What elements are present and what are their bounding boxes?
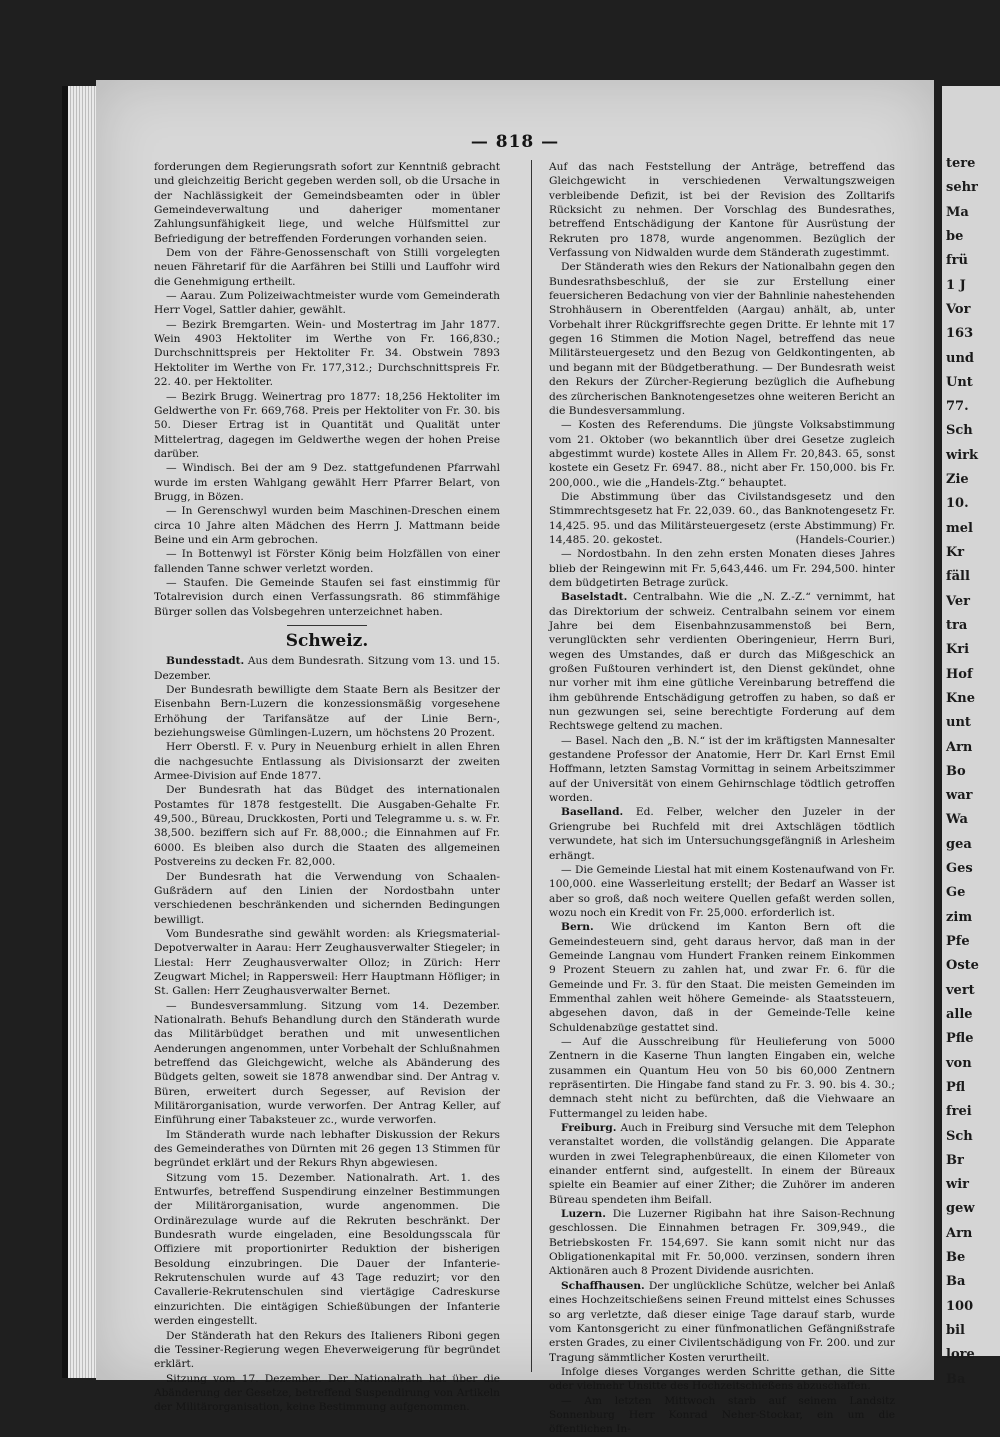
paragraph: — In Bottenwyl ist Förster König beim Holzfällen von einer fallenden Tanne schwer verletzt worden.: [154, 548, 500, 575]
adjacent-page-fragment: Sch: [946, 1128, 973, 1144]
adjacent-page-fragment: fäll: [946, 569, 970, 585]
adjacent-page-fragment: Kne: [946, 690, 976, 706]
adjacent-page-fragment: war: [946, 788, 973, 804]
paragraph: — Die Gemeinde Liestal hat mit einem Kostenaufwand von Fr. 100,000. eine Wasserleitung erstellt; der Bedarf an Wasser ist aber so groß, daß noch weitere Quellen gefaßt werden sollen, wozu noch ein Kredit von Fr. 25,000. erforderlich ist.: [549, 863, 895, 919]
paragraph-text: Centralbahn. Wie die „N. Z.-Z.“ vernimmt, hat das Direktorium der schweiz. Centralbahn seinem vor einem Jahre bei dem Eisenbahnzusammenstoß bei Bern, verunglückten sehr verdienten Oberingenieur, Herrn Buri, wegen des Umstandes, daß er durch das Mißgeschick an großen Fußtouren verhindert ist, den Dienst gekündet, ohne nur vorher mit ihm eine gütliche Vereinbarung betreffend die ihm gebührende Entschädigung getroffen zu haben, so daß er nun gezwungen sei, seine berechtigte Forderung auf dem Rechtswege geltend zu machen.: [549, 591, 895, 733]
paragraph: [549, 490, 895, 547]
dateline: Baselstadt.: [561, 591, 628, 604]
paragraph: — Bezirk Bremgarten. Wein- und Mostertrag im Jahr 1877. Wein 4903 Hektoliter im Werthe von Fr. 166,830.; Durchschnittspreis per Hektoliter Fr. 34. Obstwein 7893 Hektoliter im Werthe von Fr. 177,312.; Durchschnittspreis Fr. 22. 40. per Hektoliter.: [154, 318, 500, 389]
adjacent-page-fragment: Zie: [946, 472, 969, 488]
paragraph: Vom Bundesrathe sind gewählt worden: als Kriegsmaterial-Depotverwalter in Aarau: Herr Zeughausverwalter Stiegeler; in Liestal: Herr Zeughausverwalter Olloz; in Zürich: Herr Zeugwart Michel; in Rappersweil: Herr Hauptmann Höfliger; in St. Gallen: Herr Zeughausverwalter Bernet.: [154, 927, 500, 998]
adjacent-page-fragment: gew: [946, 1201, 975, 1217]
paragraph-text: Ed. Felber, welcher den Juzeler in der Griengrube bei Ruchfeld mit drei Axtschlägen tödtlich verwundete, hat sich im Untersuchungsgefängniß in Arlesheim erhängt.: [549, 806, 895, 862]
adjacent-page-fragment: vert: [946, 982, 975, 998]
paragraph: Der Ständerath wies den Rekurs der Nationalbahn gegen den Bundesrathsbeschluß, der sie zur Erstellung einer feuersicheren Bedachung von vier der Bahnlinie nahestehenden Strohhäusern in Oberentfelden (Aargau) anhält, ab, unter Vorbehalt ihrer Rückgriffsrechte gegen Dritte. Er lehnte mit 17 gegen 16 Stimmen die Motion Nagel, betreffend das neue Militärsteuergesetz und den Bezug von Geldkontingenten, ab und begann mit der Büdgetberathung. — Der Bundesrath weist den Rekurs der Zürcher-Regierung bezüglich die Aufhebung des zürcherischen Banknotengesetzes ohne weiteren Bericht an die Bundesversammlung.: [549, 261, 895, 417]
paragraph: Herr Oberstl. F. v. Pury in Neuenburg erhielt in allen Ehren die nachgesuchte Entlassung als Divisionsarzt der zweiten Armee-Division auf Ende 1877.: [154, 741, 500, 783]
column-divider: [531, 160, 532, 1372]
adjacent-page-fragment: Pfe: [946, 934, 970, 950]
dateline: Bern.: [561, 921, 594, 934]
adjacent-page-fragment: Ver: [946, 593, 971, 609]
adjacent-page-fragment: Pfl: [946, 1079, 966, 1095]
adjacent-page-fragment: Hof: [946, 666, 973, 682]
adjacent-page-fragment: Kr: [946, 545, 965, 561]
paragraph: forderungen dem Regierungsrath sofort zur Kenntniß gebracht und gleichzeitig Bericht gegeben werden soll, ob die Ursache in der Nachlässigkeit der Gemeindsbeamten oder in übler Gemeindeverwaltung und daheriger momentaner Zahlungsunfähigkeit liege, und welche Hülfsmittel zur Befriedigung der betreffenden Forderungen vorhanden seien.: [154, 161, 500, 245]
adjacent-page-edge: [942, 86, 1000, 1387]
adjacent-page-fragment: alle: [946, 1006, 973, 1022]
adjacent-page-fragment: 100: [946, 1298, 974, 1314]
paragraph: — In Gerenschwyl wurden beim Maschinen-Dreschen einem circa 10 Jahre alten Mädchen des Herrn J. Mattmann beide Beine und ein Arm gebrochen.: [154, 505, 500, 546]
adjacent-page-fragment: tra: [946, 617, 968, 633]
adjacent-page-fragment: mel: [946, 520, 973, 536]
adjacent-page-fragment: 163: [946, 326, 974, 342]
adjacent-page-fragment: und: [946, 350, 974, 366]
dateline: Baselland.: [561, 806, 624, 819]
paragraph: Sitzung vom 15. Dezember. Nationalrath. Art. 1. des Entwurfes, betreffend Suspendirung einzelner Bestimmungen der Militärorganisation, wurde angenommen. Die Ordinärezulage wurde auf die Rekruten beschränkt. Der Bundesrath wurde eingeladen, eine Besoldungsscala für Offiziere mit proportionirter Reduktion der bisherigen Besoldung einzubringen. Die Dauer der Infanterie-Rekrutenschulen wurde auf 43 Tage reduzirt; vor den Cavallerie-Rekrutenschulen sind viertägige Cadreskurse einzurichten. Die eintägigen Schießübungen der Infanterie werden eingestellt.: [154, 1171, 500, 1328]
paragraph: — Bezirk Brugg. Weinertrag pro 1877: 18,256 Hektoliter im Geldwerthe von Fr. 669,768. Preis per Hektoliter von Fr. 30. bis 50. Dieser Ertrag ist in Quantität und Qualität unter Mittelertrag, dagegen im Geldwerthe wegen der hohen Preise darüber.: [154, 390, 500, 460]
paragraph: Der Bundesrath bewilligte dem Staate Bern als Besitzer der Eisenbahn Bern-Luzern die konzessionsmäßig vorgesehene Erhöhung der Tarifansätze auf der Linie Bern-, beziehungsweise Gümlingen-Luzern, um höchstens 20 Prozent.: [154, 684, 500, 740]
paragraph-text: Wie drückend im Kanton Bern oft die Gemeindesteuern sind, geht daraus hervor, daß man in der Gemeinde Langnau vom Hundert Franken reinem Einkommen 9 Prozent Steuern zu zahlen hat, und zwar Fr. 6. für die Gemeinde und Fr. 3. für den Staat. Die meisten Gemeinden im Emmenthal zahlen weit höhere Gemeinde- als Staatssteuern, abgesehen davon, daß in der Gemeinde-Telle keine Schuldenabzüge gestattet sind.: [549, 921, 895, 1034]
dateline: Bundesstadt.: [166, 655, 245, 668]
paragraph: [549, 920, 895, 1035]
adjacent-page-fragment: 77.: [946, 399, 969, 415]
paragraph: — Auf die Ausschreibung für Heulieferung von 5000 Zentnern in die Kaserne Thun langten Eingaben ein, welche zusammen ein Quantum Heu von 50 bis 60,000 Zentnern repräsentirten. Die Hingabe fand stand zu Fr. 3. 90. bis 4. 30.; demnach steht nicht zu befürchten, daß die Viehwaare an Futtermangel zu leiden habe.: [549, 1035, 895, 1120]
adjacent-page-fragment: Bo: [946, 763, 966, 779]
adjacent-page-fragment: Ges: [946, 861, 973, 877]
adjacent-page-fragment: von: [946, 1055, 972, 1071]
dateline: Luzern.: [561, 1208, 606, 1221]
adjacent-page-fragment: zim: [946, 909, 973, 925]
paragraph-text: Auch in Freiburg sind Versuche mit dem Telephon veranstaltet worden, die vollständig gelangen. Die Apparate wurden in zwei Telegraphenbüreaux, die einen Kilometer von einander entfernt sind, aufgestellt. In einem der Büreaux spielte ein Beamier auf einer Zither; die Zuhörer im anderen Büreau spendeten ihm Beifall.: [549, 1122, 895, 1206]
paragraph: — Windisch. Bei der am 9 Dez. stattgefundenen Pfarrwahl wurde im ersten Wahlgang gewählt Herr Pfarrer Belart, von Brugg, in Bözen.: [154, 462, 500, 503]
paragraph: — Kosten des Referendums. Die jüngste Volksabstimmung vom 21. Oktober (wo bekanntlich über drei Gesetze zugleich abgestimmt wurde) kostete Alles in Allem Fr. 20,843. 65, sonst kostete ein Gesetz Fr. 6947. 88., nicht aber Fr. 150,000. bis Fr. 200,000., wie die „Handels-Ztg.“ behauptet.: [549, 419, 895, 489]
adjacent-page-fragment: Ba: [946, 1274, 966, 1290]
adjacent-page-fragment: Ge: [946, 885, 966, 901]
paragraph: — Nordostbahn. In den zehn ersten Monaten dieses Jahres blieb der Reingewinn mit Fr. 5,643,446. um Fr. 294,500. hinter dem büdgetirten Betrage zurück.: [549, 548, 895, 589]
adjacent-page-fragment: bil: [946, 1323, 965, 1339]
adjacent-page-fragment: wir: [946, 1177, 969, 1193]
paragraph-text: Die Luzerner Rigibahn hat ihre Saison-Rechnung geschlossen. Die Einnahmen betragen Fr. 309,949., die Betriebskosten Fr. 154,697. Sie kann somit nicht nur das Obligationenkapital mit Fr. 50,000. verzinsen, sondern ihren Aktionären auch 8 Prozent Dividende ausrichten.: [549, 1208, 895, 1278]
paragraph: — Basel. Nach den „B. N.“ ist der im kräftigsten Mannesalter gestandene Professor der Anatomie, Herr Dr. Karl Ernst Emil Hoffmann, letzten Samstag Vormittag in seinem Arbeitszimmer auf der Universität von einem Gehirnschlage tödtlich getroffen worden.: [549, 734, 895, 805]
paragraph: [549, 1207, 895, 1279]
adjacent-page-fragment: Kri: [946, 642, 970, 658]
paragraph: [549, 1279, 895, 1365]
paragraph: Im Ständerath wurde nach lebhafter Diskussion der Rekurs des Gemeinderathes von Dürnten mit 26 gegen 13 Stimmen für begründet erklärt und der Rekurs Rhyn abgewiesen.: [154, 1128, 500, 1170]
paragraph: [549, 1121, 895, 1207]
adjacent-page-fragment: 1 J: [946, 277, 966, 293]
paragraph: Sitzung vom 17. Dezember. Der Nationalrath hat über die Abänderung der Gesetze, betreffend Suspendirung von Artikeln der Militärorganisation, keine Bestimmung aufgenommen.: [154, 1372, 500, 1414]
adjacent-page-fragment: unt: [946, 715, 971, 731]
paragraph-text: Die Abstimmung über das Civilstandsgesetz und den Stimmrechtsgesetz hat Fr. 22,039. 60., das Banknotengesetz Fr. 14,425. 95. und das Militärsteuergesetz (erste Abstimmung) Fr. 14,485. 20. gekostet.: [549, 490, 895, 546]
adjacent-page-fragment: sehr: [946, 180, 978, 196]
adjacent-page-fragment: 10.: [946, 496, 969, 512]
paragraph: Der Ständerath hat den Rekurs des Italieners Riboni gegen die Tessiner-Regierung wegen Eheverweigerung für begründet erklärt.: [154, 1329, 500, 1371]
paragraph: [549, 805, 895, 862]
paragraph: — Aarau. Zum Polizeiwachtmeister wurde vom Gemeinderath Herr Vogel, Sattler dahier, gewählt.: [154, 290, 500, 317]
dateline: Schaffhausen.: [561, 1279, 645, 1292]
adjacent-page-fragment: Pfle: [946, 1031, 974, 1047]
adjacent-page-fragment: Arn: [946, 1225, 973, 1241]
paragraph-text: Aus dem Bundesrath. Sitzung vom 13. und 15. Dezember.: [154, 655, 500, 682]
adjacent-page-fragment: lore: [946, 1347, 975, 1363]
paragraph-text: Der unglückliche Schütze, welcher bei Anlaß eines Hochzeitschießens seinen Freund mittelst eines Schusses so arg verletzte, daß dieser einige Tage darauf starb, wurde vom Kantonsgericht zu einer fünfmonatlichen Gefängnißstrafe ersten Grades, zu einer Civilentschädigung von Fr. 200. und zur Tragung sämmtlicher Kosten verurtheilt.: [549, 1279, 895, 1364]
paragraph: Dem von der Fähre-Genossenschaft von Stilli vorgelegten neuen Fähretarif für die Aarfähren bei Stilli und Lauffohr wird die Genehmigung ertheilt.: [154, 247, 500, 288]
adjacent-page-fragment: Be: [946, 1250, 966, 1266]
source-credit: (Handels-Courier.): [795, 533, 895, 546]
page-number: — 818 —: [470, 132, 560, 152]
adjacent-page-fragment: wirk: [946, 447, 978, 463]
right-column: [549, 160, 895, 1437]
paragraph: — Bundesversammlung. Sitzung vom 14. Dezember. Nationalrath. Behufs Behandlung durch den Ständerath wurde das Militärbüdget berathen und mit unwesentlichen Aenderungen angenommen, unter Vorbehalt der Schlußnahmen betreffend das Gleichgewicht, welche als Abänderung des Büdgets gelten, soweit sie 1878 anwendbar sind. Der Antrag v. Büren, erweitert durch Segesser, auf Revision der Militärorganisation, wurde verworfen. Der Antrag Keller, auf Einführung einer Tabaksteuer zc., wurde verworfen.: [154, 999, 500, 1127]
adjacent-page-fragment: frei: [946, 1104, 972, 1120]
newspaper-page: [96, 80, 934, 1436]
paragraph: Der Bundesrath hat das Büdget des internationalen Postamtes für 1878 festgestellt. Die Ausgaben-Gehalte Fr. 49,500., Büreau, Druckkosten, Porti und Telegramme u. s. w. Fr. 38,500. beziffern sich auf Fr. 88,000.; die Einnahmen auf Fr. 6000. Es bleiben also durch die Staaten des allgemeinen Postvereins zu decken Fr. 82,000.: [154, 784, 500, 869]
adjacent-page-fragment: Ma: [946, 204, 969, 220]
adjacent-page-fragment: Sch: [946, 423, 973, 439]
adjacent-page-fragment: be: [946, 228, 964, 244]
adjacent-page-fragment: Arn: [946, 739, 973, 755]
adjacent-page-fragment: Unt: [946, 374, 973, 390]
adjacent-page-fragment: Vor: [946, 301, 971, 317]
adjacent-page-fragment: frü: [946, 253, 968, 269]
adjacent-page-fragment: gea: [946, 836, 972, 852]
left-column: [154, 160, 500, 1415]
paragraph: Infolge dieses Vorganges werden Schritte gethan, die Sitte oder vielmehr Unsitte des Hochzeitschießens abzuschaffen.: [549, 1365, 895, 1393]
adjacent-page-fragment: Wa: [946, 812, 968, 828]
paragraph: [549, 590, 895, 733]
separator-rule: [287, 625, 367, 626]
paragraph: Auf das nach Feststellung der Anträge, betreffend das Gleichgewicht in verschiedenen Verwaltungszweigen verbleibende Defizit, ist bei der Revision des Zolltarifs Rücksicht zu nehmen. Der Vorschlag des Bundesrathes, betreffend Entschädigung der Kantone für Ausrüstung der Rekruten pro 1878, wurde angenommen. Bezüglich der Verfassung von Nidwalden wurde dem Ständerath zugestimmt.: [549, 161, 895, 260]
adjacent-page-fragment: tere: [946, 156, 976, 171]
adjacent-page-fragment: Ba: [946, 1371, 966, 1387]
paragraph: — Am letzten Mittwoch starb auf seinem Landsitz Sonnenburg Herr Konrad Neher-Stockar, ein um die öffentlichen In-: [549, 1394, 895, 1436]
adjacent-page-fragment: Oste: [946, 958, 979, 974]
section-title: Schweiz.: [285, 631, 369, 651]
paragraph: — Staufen. Die Gemeinde Staufen sei fast einstimmig für Totalrevision durch einen Verfassungsrath. 86 stimmfähige Bürger sollen das Volsbegehren unterzeichnet haben.: [154, 576, 500, 618]
paragraph: Der Bundesrath hat die Verwendung von Schaalen-Gußrädern auf den Linien der Nordostbahn unter verschiedenen beschränkenden und sichernden Bedingungen bewilligt.: [154, 870, 500, 926]
adjacent-page-fragment: Br: [946, 1152, 964, 1168]
paragraph: [154, 654, 500, 683]
dateline: Freiburg.: [561, 1122, 617, 1135]
